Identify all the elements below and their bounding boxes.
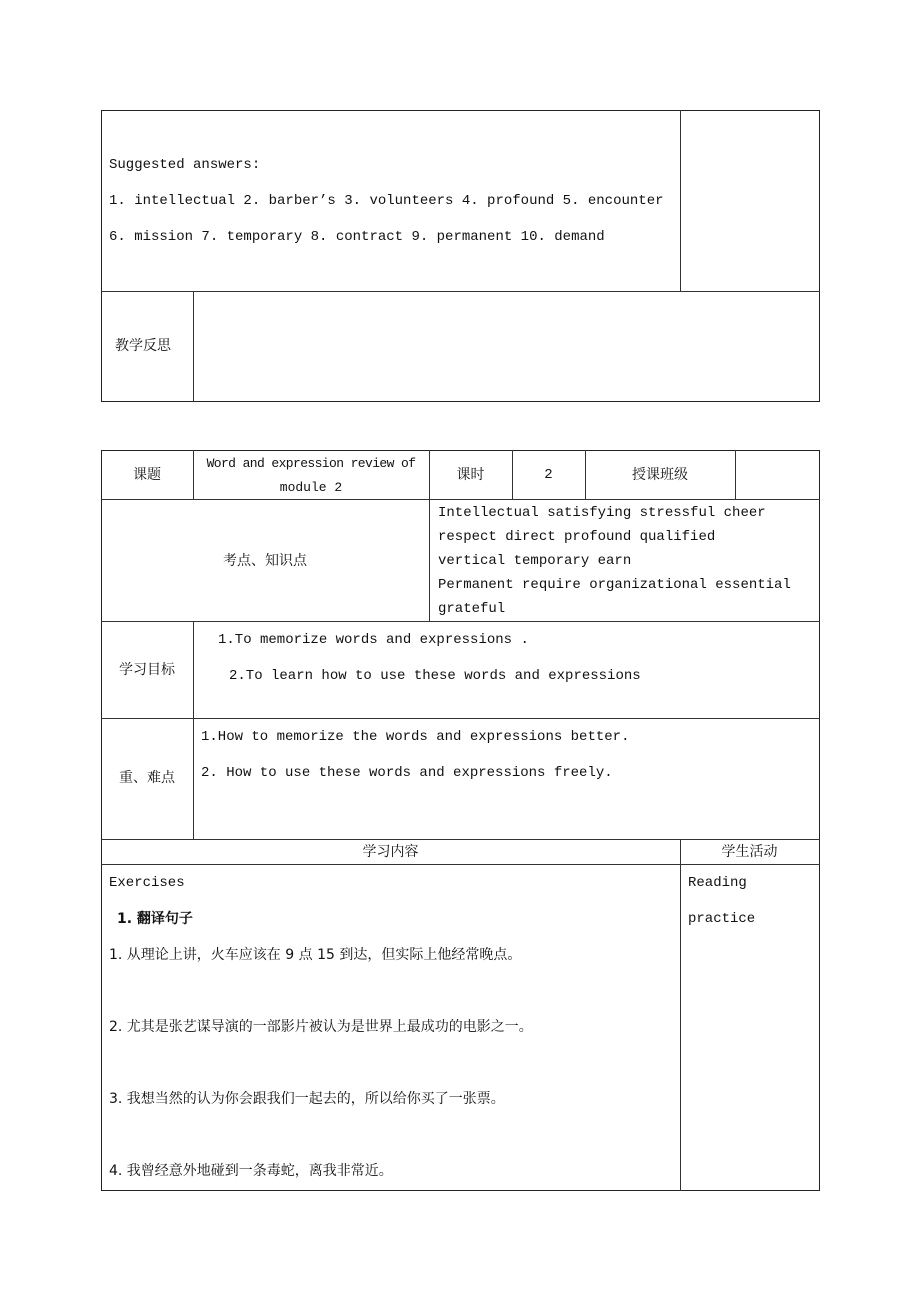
divider: [101, 864, 820, 865]
class-label: 授课班级: [632, 467, 688, 483]
divider: [101, 499, 820, 500]
content-header: 学习内容: [362, 844, 419, 860]
divider: [101, 291, 820, 292]
divider: [101, 839, 820, 840]
key-points-line: Intellectual satisfying stressful cheer: [438, 505, 766, 521]
divider: [193, 621, 194, 839]
key-points-line: respect direct profound qualified: [438, 529, 716, 545]
activity-line: Reading: [688, 875, 747, 891]
divider: [193, 450, 194, 499]
divider: [101, 621, 820, 622]
divider: [735, 450, 736, 499]
answers-line-2: 6. mission 7. temporary 8. contract 9. permanent 10. demand: [109, 229, 605, 245]
key-points-line: Permanent require organizational essential: [438, 577, 791, 593]
key-points-label: 考点、知识点: [223, 553, 307, 569]
period-value: 2: [544, 467, 553, 483]
topic-label: 课题: [133, 467, 161, 483]
topic-value-line-2: module 2: [279, 480, 343, 495]
exercises-title: Exercises: [109, 875, 185, 891]
divider: [193, 291, 194, 401]
answers-line-1: 1. intellectual 2. barber’s 3. volunteers 4. profound 5. encounter: [109, 193, 664, 209]
objective-item: 2.To learn how to use these words and expressions: [229, 668, 641, 684]
exercise-sentence: 1. 从理论上讲，火车应该在 9 点 15 到达，但实际上他经常晚点。: [109, 947, 522, 963]
exercise-sentence: 2. 尤其是张艺谋导演的一部影片被认为是世界上最成功的电影之一。: [109, 1019, 533, 1035]
activity-line: practice: [688, 911, 756, 927]
answers-table: [101, 110, 820, 402]
difficulty-item: 1.How to memorize the words and expressions better.: [201, 729, 630, 745]
key-points-line: vertical temporary earn: [438, 553, 632, 569]
exercise-subheading: 1. 翻译句子: [117, 911, 193, 927]
answers-title: Suggested answers:: [109, 157, 261, 173]
key-points-line: grateful: [438, 601, 506, 617]
divider: [680, 110, 681, 291]
period-label: 课时: [456, 467, 485, 483]
objective-item: 1.To memorize words and expressions .: [218, 632, 529, 648]
divider: [680, 839, 681, 1191]
exercise-sentence: 4. 我曾经意外地碰到一条毒蛇，离我非常近。: [109, 1163, 393, 1179]
reflection-label: 教学反思: [115, 338, 171, 354]
divider: [101, 718, 820, 719]
difficulty-item: 2. How to use these words and expressions freely.: [201, 765, 613, 781]
difficulties-label: 重、难点: [119, 770, 175, 786]
activity-header: 学生活动: [721, 844, 778, 860]
objectives-label: 学习目标: [119, 662, 175, 678]
topic-value-line-1: Word and expression review of: [206, 456, 416, 471]
exercise-sentence: 3. 我想当然的认为你会跟我们一起去的，所以给你买了一张票。: [109, 1091, 505, 1107]
